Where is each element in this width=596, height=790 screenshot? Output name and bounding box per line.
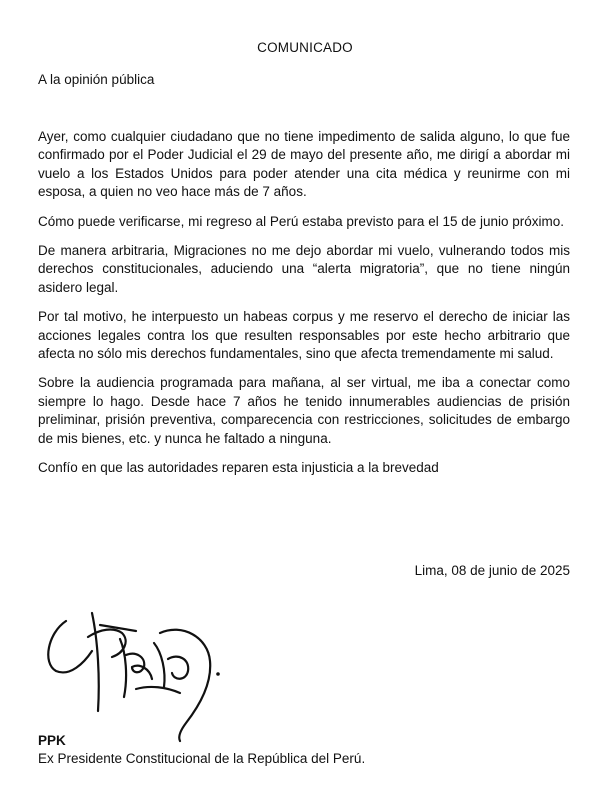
signatory-name: PPK — [38, 733, 66, 748]
paragraph-3: De manera arbitraria, Migraciones no me dejo abordar mi vuelo, vulnerando todos mis derechos constitucionales, aduciendo una “alerta migratoria”, que no tiene ningún asidero legal. — [38, 243, 570, 295]
paragraph-1: Ayer, como cualquier ciudadano que no tiene impedimento de salida alguno, lo que fue confirmado por el Poder Judicial el 29 de mayo del presente año, me dirigí a abordar mi vuelo a los Estados Unidos para poder atender una cita médica y reunirme con mi esposa, a quien no veo hace más de 7 años. — [38, 129, 570, 200]
date-line: Lima, 08 de junio de 2025 — [414, 563, 570, 578]
paragraph-4: Por tal motivo, he interpuesto un habeas corpus y me reservo el derecho de iniciar las acciones legales contra los que resulten responsables por este hecho arbitrario que afecta no sólo mis derechos fundamentales, sino que afecta tremendamente mi salud. — [38, 309, 570, 362]
paragraph-5: Sobre la audiencia programada para mañana, al ser virtual, me iba a conectar como siempre lo hago. Desde hace 7 años he tenido innumerables audiencias de prisión preliminar, prisión preventiva, comparecencia con restricciones, solicitudes de embargo de mis bienes, etc. y nunca he faltado a ninguna. — [38, 375, 570, 446]
document-body — [38, 128, 570, 489]
salutation: A la opinión pública — [38, 72, 155, 87]
handwritten-signature — [40, 593, 240, 743]
paragraph-2: Cómo puede verificarse, mi regreso al Perú estaba previsto para el 15 de junio próximo. — [38, 213, 565, 229]
signatory-title: Ex Presidente Constitucional de la República del Perú. — [38, 751, 366, 766]
document-title: COMUNICADO — [257, 40, 353, 55]
paragraph-6: Confío en que las autoridades reparen esta injusticia a la brevedad — [38, 460, 439, 476]
